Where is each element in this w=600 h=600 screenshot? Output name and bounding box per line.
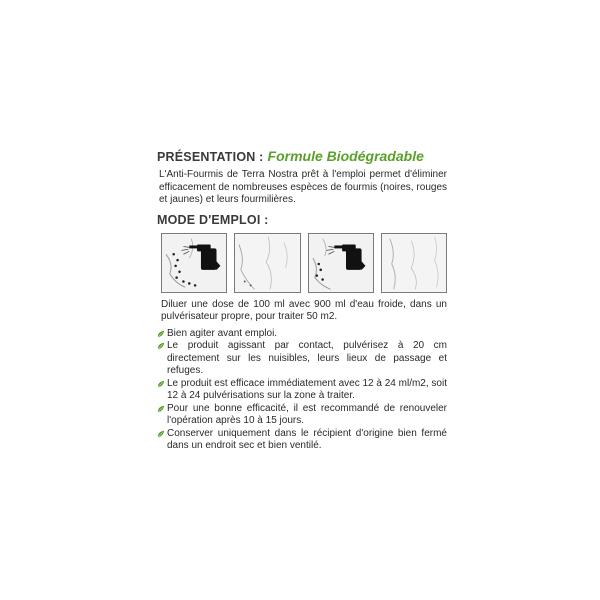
spray-ants-icon [162, 234, 226, 292]
step-3-image [308, 233, 374, 293]
presentation-heading [157, 148, 447, 164]
list-item [157, 340, 447, 378]
presentation-label: PRÉSENTATION : [157, 150, 264, 164]
presentation-text: L'Anti-Fourmis de Terra Nostra prêt à l'emploi permet d'éliminer efficacement de nombreuses espèces de fourmis (noires, rouges et jaunes) et leurs fourmilières. [159, 169, 447, 205]
clean-surface-icon [235, 234, 299, 292]
dilution-text: Diluer une dose de 100 ml avec 900 ml d'eau froide, dans un pulvérisateur propre, pour traiter 50 m2. [161, 298, 447, 322]
instructions-panel [157, 148, 447, 453]
spray-ants-icon [309, 234, 373, 292]
step-1-image [161, 233, 227, 293]
leaf-icon [157, 330, 165, 338]
list-item-text: Bien agiter avant emploi. [167, 327, 278, 339]
list-item [157, 428, 447, 453]
list-item-text: Le produit agissant par contact, pulvérisez à 20 cm directement sur les nuisibles, leurs lieux de passage et refuges. [167, 340, 447, 376]
leaf-icon [157, 405, 165, 413]
list-item [157, 328, 447, 341]
mode-emploi-heading: MODE D'EMPLOI : [157, 212, 269, 227]
list-item-text: Conserver uniquement dans le récipient d'origine bien fermé dans un endroit sec et bien ventilé. [167, 427, 447, 451]
clean-surface-icon [382, 234, 446, 292]
leaf-icon [157, 380, 165, 388]
list-item-text: Le produit est efficace immédiatement avec 12 à 24 ml/m2, soit 12 à 24 pulvérisations sur la zone à traiter. [167, 377, 447, 401]
usage-steps [161, 233, 447, 293]
step-2-image [234, 233, 300, 293]
list-item-text: Pour une bonne efficacité, il est recommandé de renouveler l'opération après 10 à 15 jours. [167, 402, 447, 426]
leaf-icon [157, 342, 165, 350]
formula-highlight: Formule Biodégradable [267, 148, 424, 164]
step-4-image [381, 233, 447, 293]
instruction-list [157, 328, 447, 453]
list-item [157, 403, 447, 428]
list-item [157, 378, 447, 403]
leaf-icon [157, 430, 165, 438]
